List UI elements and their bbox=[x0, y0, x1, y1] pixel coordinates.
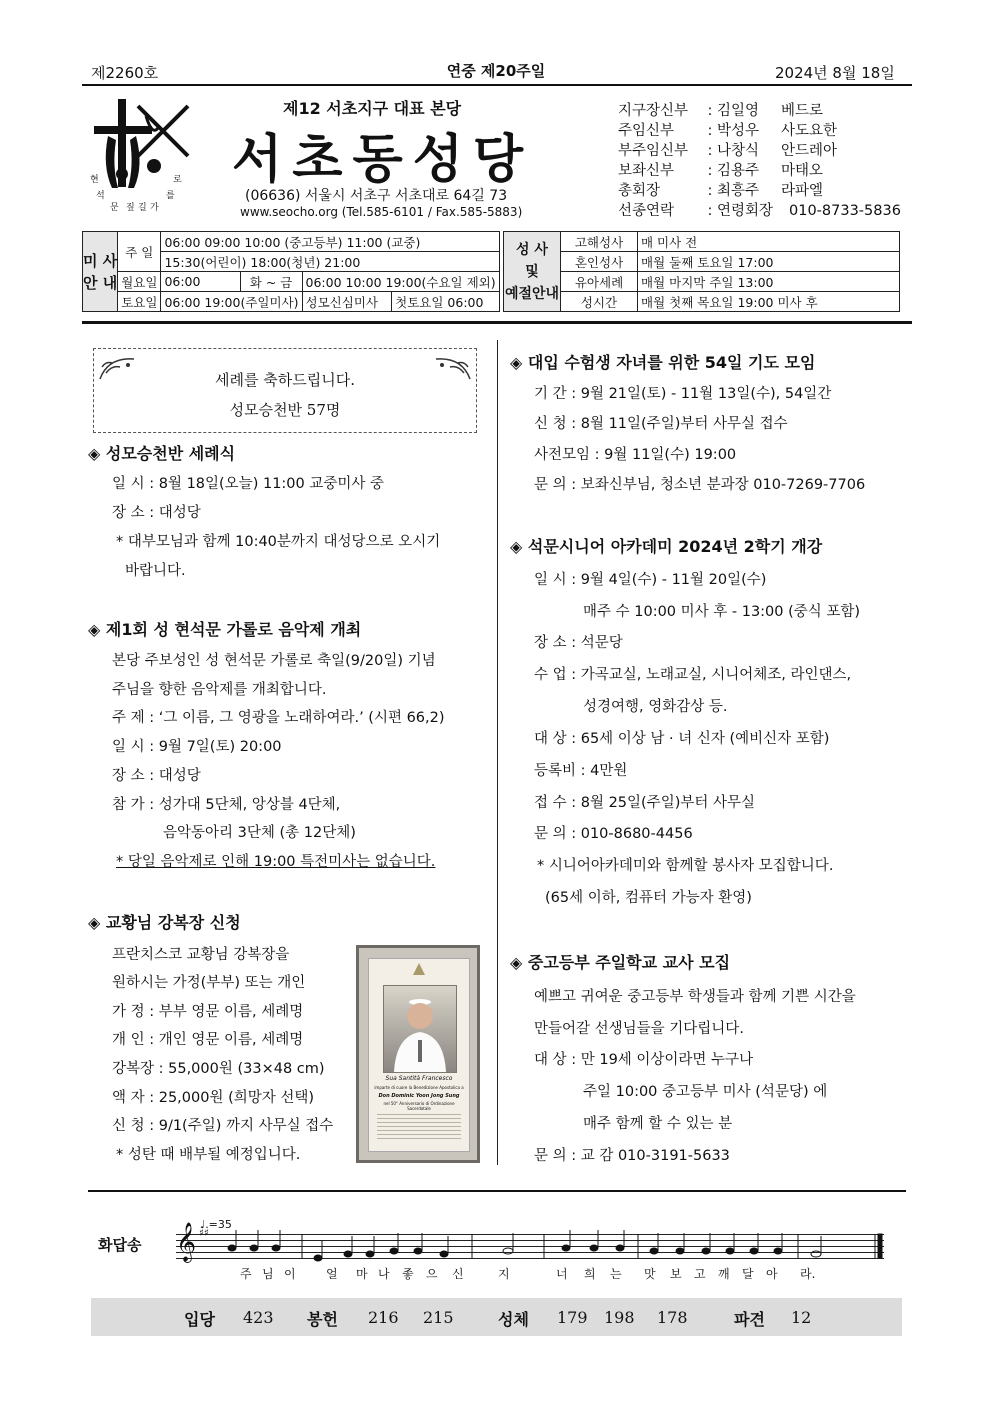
lyric-syllable: 으 bbox=[426, 1267, 438, 1281]
section-title: ◈ 제1회 성 현석문 가롤로 음악제 개최 bbox=[88, 620, 362, 639]
sacrament-time: 매월 첫째 목요일 19:00 미사 후 bbox=[638, 292, 900, 312]
section-line: 프란치스코 교황님 강복장을 bbox=[112, 947, 290, 963]
logo-letter: 를 bbox=[166, 191, 175, 201]
clergy-name: 박성우 bbox=[717, 123, 760, 139]
section-line: 대 상 : 65세 이상 남 · 녀 신자 (예비신자 포함) bbox=[534, 731, 830, 747]
congrats-line-1: 세례를 축하드립니다. bbox=[215, 371, 355, 389]
sacrament-name: 성시간 bbox=[561, 292, 638, 312]
lyric-syllable: 달 bbox=[742, 1267, 754, 1281]
papal-certificate bbox=[368, 958, 470, 1152]
communion-hymn: 198 bbox=[604, 1308, 635, 1327]
pope-portrait bbox=[383, 985, 457, 1073]
schedule-rule bbox=[82, 321, 912, 324]
section-line: 장 소 : 석문당 bbox=[534, 635, 623, 651]
clergy-row: 선종연락 : 연령회장 010-8733-5836 bbox=[618, 203, 901, 219]
communion-hymn: 179 bbox=[557, 1308, 588, 1327]
offertory-label: 봉헌 bbox=[307, 1310, 338, 1329]
lyric-syllable: 얼 bbox=[326, 1267, 338, 1281]
lyric-syllable: 너 bbox=[556, 1267, 568, 1281]
section-line: 가 정 : 부부 영문 이름, 세례명 bbox=[112, 1004, 304, 1020]
clergy-role: 부주임신부 bbox=[618, 143, 689, 159]
section-line: * 시니어아카데미와 함께할 봉사자 모집합니다. bbox=[537, 858, 834, 874]
section-line: 개 인 : 개인 영문 이름, 세례명 bbox=[112, 1032, 304, 1048]
communion-label: 성체 bbox=[498, 1310, 529, 1329]
congrats-line-2: 성모승천반 57명 bbox=[229, 401, 341, 419]
clergy-role: 선종연락 bbox=[618, 203, 675, 219]
logo-letter: 짚 bbox=[126, 203, 135, 213]
key-signature-icon: ♯♯ bbox=[199, 1228, 209, 1239]
lyric-syllable: 아 bbox=[766, 1267, 778, 1281]
clergy-row: 지구장신부 : 김일영 베드로 bbox=[618, 103, 824, 119]
church-website[interactable]: www.seocho.org (Tel.585-6101 / Fax.585-5883) bbox=[240, 205, 523, 219]
lyric-syllable: 맛 bbox=[644, 1267, 656, 1281]
lyric-syllable: 주 bbox=[240, 1267, 252, 1281]
section-line: * 대부모님과 함께 10:40분까지 대성당으로 오시기 bbox=[116, 534, 441, 550]
tue-fri-label: 화 ~ 금 bbox=[240, 272, 302, 292]
saturday-devotion: 성모신심미사 bbox=[302, 292, 392, 312]
section-line: 매주 수 10:00 미사 후 - 13:00 (중식 포함) bbox=[583, 604, 861, 620]
lyric-syllable: 나 bbox=[378, 1267, 390, 1281]
dismissal-label: 파견 bbox=[734, 1310, 765, 1329]
section-line: 사전모임 : 9월 11일(수) 19:00 bbox=[534, 447, 737, 463]
card-line: nel 50° Anniversario di Ordinazione Sacerdotale bbox=[383, 1101, 455, 1111]
offertory-hymn: 216 bbox=[368, 1308, 399, 1327]
mass-label: 안 내 bbox=[83, 273, 118, 292]
logo-letter: 문 bbox=[110, 203, 119, 213]
psalm-tempo: ♩.=35 bbox=[200, 1218, 232, 1231]
section-line: 신 청 : 9/1(주일) 까지 사무실 접수 bbox=[112, 1118, 334, 1134]
clergy-baptismal: 010-8733-5836 bbox=[789, 203, 901, 219]
lyric-syllable: 마 bbox=[356, 1267, 368, 1281]
section-title: ◈ 대입 수험생 자녀를 위한 54일 기도 모임 bbox=[510, 353, 816, 372]
section-line: 문 의 : 교 감 010-3191-5633 bbox=[534, 1148, 730, 1164]
footer-rule bbox=[88, 1190, 906, 1192]
entrance-label: 입당 bbox=[184, 1310, 215, 1329]
lyric-syllable: 는 bbox=[610, 1267, 622, 1281]
section-line: 장 소 : 대성당 bbox=[112, 505, 201, 521]
clergy-name: 연령회장 bbox=[717, 203, 774, 219]
first-saturday: 첫토요일 06:00 bbox=[392, 292, 500, 312]
sacrament-label: 성 사 bbox=[516, 241, 548, 258]
offertory-hymn: 215 bbox=[423, 1308, 454, 1327]
section-line: 등록비 : 4만원 bbox=[534, 763, 628, 779]
column-divider bbox=[497, 340, 498, 1165]
liturgical-sunday: 연중 제20주일 bbox=[446, 62, 546, 80]
section-line: 참 가 : 성가대 5단체, 앙상블 4단체, bbox=[112, 797, 341, 813]
church-address: (06636) 서울시 서초구 서초대로 64길 73 bbox=[245, 188, 508, 204]
clergy-role: 총회장 bbox=[618, 183, 661, 199]
note-heads bbox=[228, 1230, 882, 1261]
mass-label-cell bbox=[83, 232, 118, 312]
psalm-lyrics bbox=[234, 1265, 834, 1281]
clergy-row: 주임신부 : 박성우 사도요한 bbox=[618, 123, 838, 139]
papal-blessing-image bbox=[356, 945, 480, 1163]
sacrament-label: 예절안내 bbox=[504, 285, 560, 302]
card-text-block bbox=[377, 1111, 461, 1139]
sunday-times-2: 15:30(어린이) 18:00(청년) 21:00 bbox=[161, 252, 499, 272]
clergy-baptismal: 안드레아 bbox=[781, 143, 838, 159]
communion-hymn: 178 bbox=[657, 1308, 688, 1327]
section-line: 문 의 : 보좌신부님, 청소년 분과장 010-7269-7706 bbox=[534, 477, 866, 493]
lyric-syllable: 좋 bbox=[402, 1267, 414, 1281]
clergy-row: 부주임신부 : 나창식 안드레아 bbox=[618, 143, 838, 159]
section-line: 장 소 : 대성당 bbox=[112, 768, 201, 784]
card-title: Sua Santità Francesco bbox=[385, 1075, 453, 1082]
section-line: 성경여행, 영화감상 등. bbox=[583, 699, 728, 715]
church-subtitle: 제12 서초지구 대표 본당 bbox=[283, 99, 462, 118]
section-line: 일 시 : 9월 4일(수) - 11월 20일(수) bbox=[534, 572, 767, 588]
logo-letter: 길 bbox=[138, 203, 147, 213]
card-name: Don Dominic Yoon Jong Sung bbox=[378, 1093, 460, 1099]
church-name: 서초동성당 bbox=[232, 130, 534, 190]
clergy-name: 김용주 bbox=[717, 163, 760, 179]
lyric-syllable: 희 bbox=[584, 1267, 596, 1281]
section-title: ◈ 성모승천반 세례식 bbox=[88, 444, 236, 463]
logo-letter: 석 bbox=[96, 191, 105, 201]
section-line: 예쁘고 귀여운 중고등부 학생들과 함께 기쁜 시간을 bbox=[534, 989, 856, 1005]
clergy-baptismal: 사도요한 bbox=[781, 123, 838, 139]
clergy-baptismal: 베드로 bbox=[781, 103, 824, 119]
treble-clef-icon: 𝄞 bbox=[176, 1222, 197, 1262]
psalm-label: 화답송 bbox=[98, 1236, 142, 1254]
lyric-syllable: 님 bbox=[262, 1267, 274, 1281]
entrance-hymn: 423 bbox=[243, 1308, 274, 1327]
logo-letter: 로 bbox=[173, 175, 182, 185]
section-line: (65세 이하, 컴퓨터 가능자 환영) bbox=[545, 890, 752, 906]
sacrament-time: 매월 마지막 주일 13:00 bbox=[638, 272, 900, 292]
lyric-syllable: 이 bbox=[284, 1267, 296, 1281]
section-line: 바랍니다. bbox=[125, 563, 186, 579]
section-line: 주 제 : ‘그 이름, 그 영광을 노래하여라.’ (시편 66,2) bbox=[112, 710, 445, 726]
monday-label: 월요일 bbox=[118, 272, 161, 292]
logo-letter: 현 bbox=[90, 175, 99, 185]
section-line: 강복장 : 55,000원 (33×48 cm) bbox=[112, 1061, 325, 1077]
papal-crest-icon bbox=[409, 961, 429, 977]
clergy-baptismal: 마태오 bbox=[781, 163, 824, 179]
section-line: 접 수 : 8월 25일(주일)부터 사무실 bbox=[534, 795, 755, 811]
section-line: * 당일 음악제로 인해 19:00 특전미사는 없습니다. bbox=[116, 854, 436, 870]
sacrament-name: 유아세례 bbox=[561, 272, 638, 292]
section-line: 주일 10:00 중고등부 미사 (석문당) 에 bbox=[583, 1084, 828, 1100]
pope-figure-icon bbox=[384, 986, 456, 1072]
section-title: ◈ 중고등부 주일학교 교사 모집 bbox=[510, 953, 731, 972]
sunday-times-1: 06:00 09:00 10:00 (중고등부) 11:00 (교중) bbox=[161, 232, 499, 252]
lyric-syllable: 신 bbox=[452, 1267, 464, 1281]
mass-schedule-table bbox=[82, 231, 500, 312]
section-line: 일 시 : 8월 18일(오늘) 11:00 교중미사 중 bbox=[112, 476, 385, 492]
card-line: imparte di cuore la Benedizione Apostolica a bbox=[374, 1085, 464, 1090]
section-line: 본당 주보성인 성 현석문 가롤로 축일(9/20일) 기념 bbox=[112, 653, 436, 669]
lyric-syllable: 라. bbox=[800, 1267, 816, 1281]
clergy-role: 주임신부 bbox=[618, 123, 675, 139]
mass-label: 미 사 bbox=[83, 251, 118, 270]
parish-logo bbox=[88, 96, 200, 211]
sacrament-name: 고해성사 bbox=[561, 232, 638, 252]
sacrament-time: 매월 둘째 토요일 17:00 bbox=[638, 252, 900, 272]
sacrament-time: 매 미사 전 bbox=[638, 232, 900, 252]
clergy-list bbox=[618, 101, 901, 221]
saturday-time: 06:00 19:00(주일미사) bbox=[161, 292, 302, 312]
lyric-syllable: 보 bbox=[670, 1267, 682, 1281]
clergy-name: 최흥주 bbox=[717, 183, 760, 199]
issue-number: 제2260호 bbox=[91, 64, 159, 82]
section-line: 만들어갈 선생님들을 기다립니다. bbox=[534, 1021, 744, 1037]
tue-fri-time: 06:00 10:00 19:00(수요일 제외) bbox=[302, 272, 499, 292]
clergy-role: 지구장신부 bbox=[618, 103, 689, 119]
sacrament-name: 혼인성사 bbox=[561, 252, 638, 272]
section-line: 액 자 : 25,000원 (희망자 선택) bbox=[112, 1090, 315, 1106]
section-line: 신 청 : 8월 11일(주일)부터 사무실 접수 bbox=[534, 416, 788, 432]
section-line: 수 업 : 가곡교실, 노래교실, 시니어체조, 라인댄스, bbox=[534, 667, 852, 683]
clergy-row: 총회장 : 최흥주 라파엘 bbox=[618, 183, 824, 199]
congrats-box bbox=[93, 348, 477, 433]
monday-time: 06:00 bbox=[161, 272, 240, 292]
section-title: ◈ 교황님 강복장 신청 bbox=[88, 913, 241, 932]
clergy-name: 나창식 bbox=[717, 143, 760, 159]
bulletin-date: 2024년 8월 18일 bbox=[775, 64, 895, 82]
header-rule bbox=[82, 84, 912, 86]
sacrament-label: 및 bbox=[525, 263, 539, 280]
lyric-syllable: 고 bbox=[694, 1267, 706, 1281]
section-line: 음악동아리 3단체 (총 12단체) bbox=[163, 825, 356, 841]
logo-letter: 가 bbox=[150, 203, 159, 213]
music-notes bbox=[210, 1220, 890, 1268]
section-line: 주님을 향한 음악제를 개최합니다. bbox=[112, 682, 327, 698]
sacrament-label-cell bbox=[504, 232, 561, 312]
lyric-syllable: 지 bbox=[498, 1267, 510, 1281]
section-line: 매주 함께 할 수 있는 분 bbox=[583, 1116, 733, 1132]
section-line: * 성탄 때 배부될 예정입니다. bbox=[116, 1147, 301, 1163]
lyric-syllable: 깨 bbox=[718, 1267, 730, 1281]
sacrament-table bbox=[503, 231, 900, 312]
clergy-role: 보좌신부 bbox=[618, 163, 675, 179]
section-line: 문 의 : 010-8680-4456 bbox=[534, 826, 693, 842]
section-line: 기 간 : 9월 21일(토) - 11월 13일(수), 54일간 bbox=[534, 386, 832, 402]
clergy-name: 김일영 bbox=[717, 103, 760, 119]
section-line: 원하시는 가정(부부) 또는 개인 bbox=[112, 975, 306, 991]
section-line: 일 시 : 9월 7일(토) 20:00 bbox=[112, 739, 282, 755]
sunday-label: 주 일 bbox=[118, 232, 161, 272]
saturday-label: 토요일 bbox=[118, 292, 161, 312]
hymn-numbers-bar bbox=[91, 1298, 902, 1336]
section-title: ◈ 석문시니어 아카데미 2024년 2학기 개강 bbox=[510, 537, 823, 556]
section-line: 대 상 : 만 19세 이상이라면 누구나 bbox=[534, 1052, 754, 1068]
clergy-row: 보좌신부 : 김용주 마태오 bbox=[618, 163, 824, 179]
dismissal-hymn: 12 bbox=[791, 1308, 812, 1327]
clergy-baptismal: 라파엘 bbox=[781, 183, 824, 199]
